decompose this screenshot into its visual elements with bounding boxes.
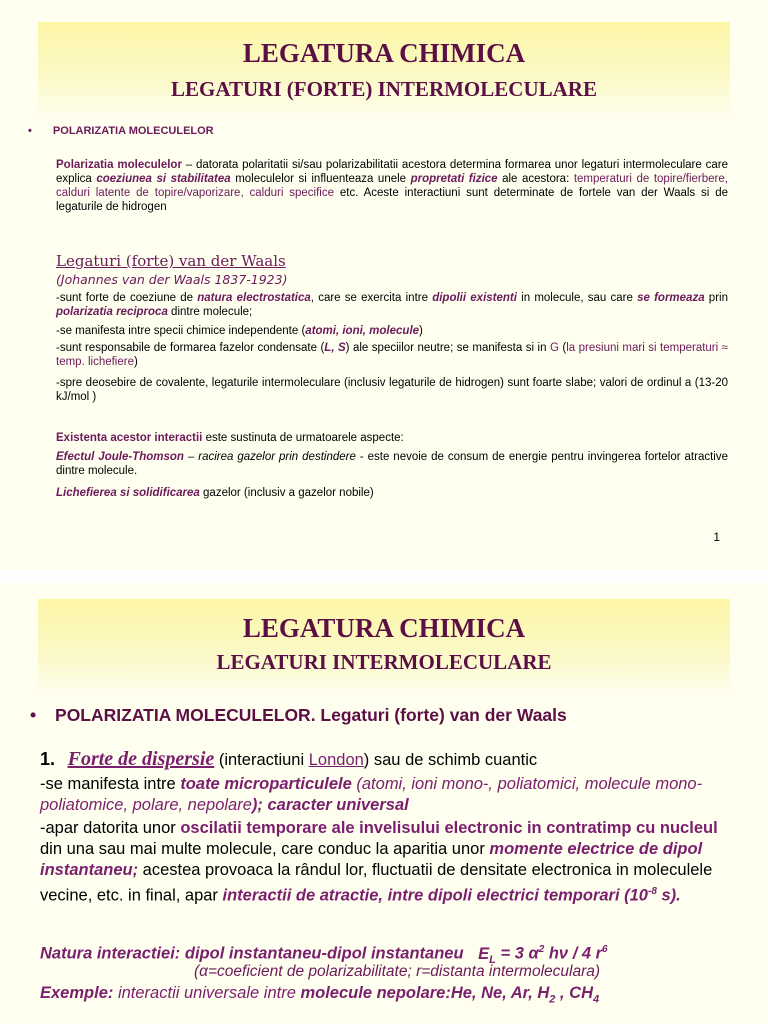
page-number: 1 [713, 530, 720, 544]
title-box [38, 22, 730, 118]
vdw-line-2: -se manifesta intre specii chimice independente (atomi, ioni, molecule) [56, 325, 423, 337]
title-box [38, 599, 730, 695]
bullet-heading: • POLARIZATIA MOLECULELOR. Legaturi (forte) van der Waals [30, 705, 567, 725]
bullet-dot: • [28, 125, 32, 137]
vdw-heading: Legaturi (forte) van der Waals [56, 252, 286, 270]
vdw-line-4: -spre deosebire de covalente, legaturile intermoleculare (inclusiv legaturile de hidrogen) sunt foarte slabe; valori de ordinul a (13-20 kJ/mol ) [56, 377, 728, 403]
slide-separator [0, 570, 768, 583]
bullet-dot: • [30, 705, 37, 725]
slide-title: LEGATURA CHIMICA [242, 38, 526, 68]
dispersion-line-1: -se manifesta intre toate microparticulele (atomi, ioni mono-, poliatomici, molecule mono- poliatomice, polare, nepolare); caracter universal [40, 775, 703, 814]
polarizability-note: (α=coeficient de polarizabilitate; r=distanta intermoleculara) [194, 963, 601, 980]
slide-2 [0, 583, 768, 1024]
evidence-liquefaction: Lichefierea si solidificarea gazelor (inclusiv a gazelor nobile) [56, 487, 374, 499]
interaction-nature: Natura interactiei: dipol instantaneu-dipol instantaneu $E_L = 3$ $\alpha^2$ hν / 4 $r^6$ [40, 944, 608, 966]
vdw-subtitle: (Johannes van der Waals 1837-1923) [56, 272, 288, 287]
slide-subtitle: LEGATURI INTERMOLECULARE [216, 650, 552, 674]
evidence-joule-thomson: Efectul Joule-Thomson – racirea gazelor prin destindere - este nevoie de consum de energie pentru invingerea fortelor atractive dintre molecule. [56, 451, 728, 477]
examples-line: Exemple: interactii universale intre molecule nepolare:He, Ne, Ar, $H_2$ , $CH_4$ [40, 984, 600, 1006]
vdw-line-3: -sunt responsabile de formarea fazelor condensate (L, S) ale speciilor neutre; se manifesta si in G (la presiuni mari si temperaturi ≈ temp. lichefiere) [56, 342, 728, 368]
bullet-heading: • POLARIZATIA MOLECULELOR [28, 125, 214, 137]
intro-paragraph: Polarizatia moleculelor – datorata polaritatii si/sau polarizabilitatii acestora determina formarea unor legaturi intermoleculare care explica coeziunea si stabilitatea moleculelor si influenteaza unele propretati fizice ale acestora: temperaturi de topire/fierbere, calduri latente de topire/vaporizare, calduri specifice etc. Aceste interactiuni sunt determinate de fortele van der Waals si de legaturile de hidrogen [56, 159, 729, 213]
evidence-intro: Existenta acestor interactii este sustinuta de urmatoarele aspecte: [56, 432, 404, 444]
vdw-line-1: -sunt forte de coeziune de natura electrostatica, care se exercita intre dipolii existenti in molecule, sau care se formeaza prin polarizatia reciproca dintre molecule; [56, 292, 728, 318]
dispersion-line-2: -apar datorita unor oscilatii temporare ale invelisului electronic in contratimp cu nucleul din una sau mai multe molecule, care conduc la aparitia unor momente electrice de dipol instantaneu; acestea provoaca la rândul lor, fluctuatii de densitate electronica in moleculele vecine, etc. in final, apar interactii de atractie, intre dipoli electrici temporari ($10^{-8}$ s). [40, 819, 718, 905]
slide-title: LEGATURA CHIMICA [242, 613, 526, 643]
slide-subtitle: LEGATURI (FORTE) INTERMOLECULARE [171, 77, 597, 101]
dispersion-heading: 1. Forte de dispersie (interactiuni London) sau de schimb cuantic [40, 748, 538, 770]
